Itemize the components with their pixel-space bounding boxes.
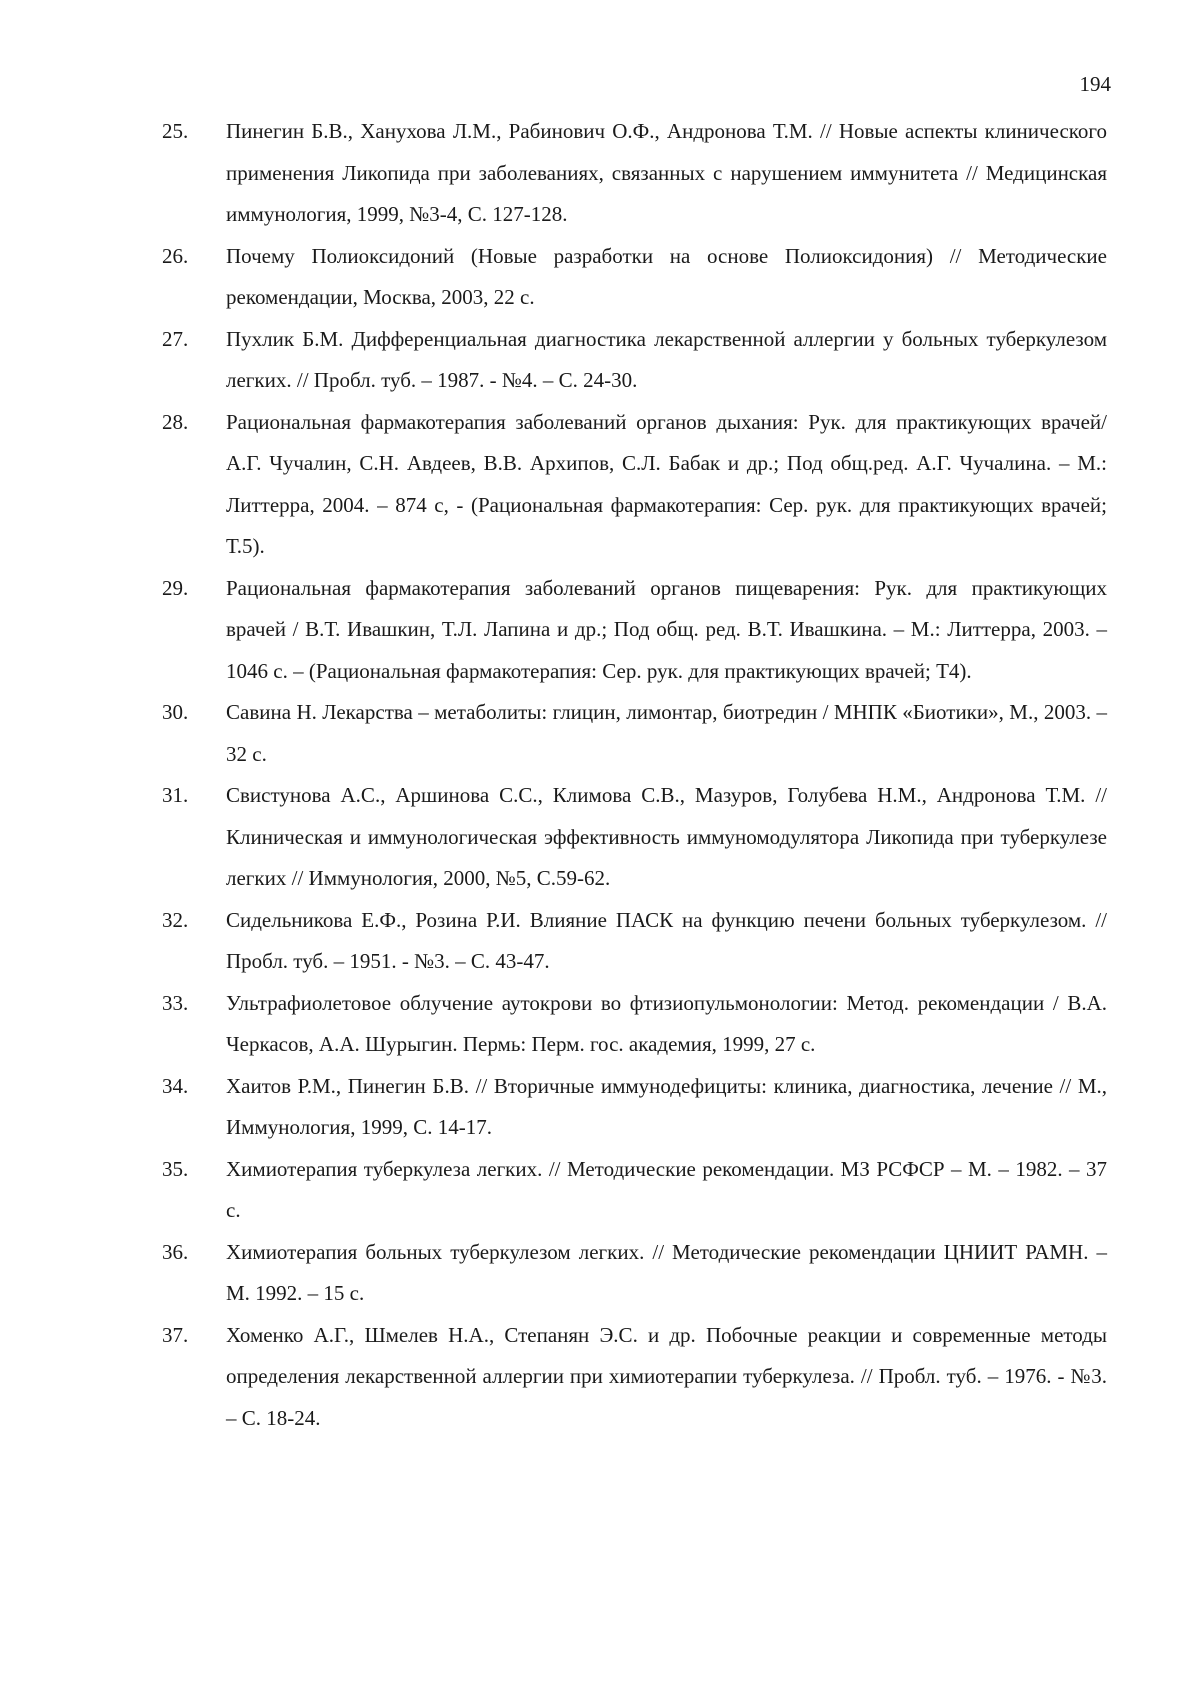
reference-item bbox=[0, 1315, 1191, 1440]
reference-item bbox=[0, 111, 1191, 236]
reference-text: Хоменко А.Г., Шмелев Н.А., Степанян Э.С. и др. Побочные реакции и современные методы определения лекарственной аллергии при химиотерапии туберкулеза. // Пробл. туб. – 1976. - №3. – С. 18-24. bbox=[226, 1322, 1107, 1430]
reference-text: Химиотерапия больных туберкулезом легких. // Методические рекомендации ЦНИИТ РАМН. – М. 1992. – 15 с. bbox=[226, 1239, 1107, 1305]
reference-text: Почему Полиоксидоний (Новые разработки на основе Полиоксидония) // Методические рекомендации, Москва, 2003, 22 с. bbox=[226, 243, 1107, 309]
reference-text: Ультрафиолетовое облучение аутокрови во фтизиопульмонологии: Метод. рекомендации / В.А. Черкасов, А.А. Шурыгин. Пермь: Перм. гос. академия, 1999, 27 с. bbox=[226, 990, 1107, 1056]
reference-number: 37. bbox=[162, 1322, 189, 1347]
reference-number: 30. bbox=[162, 700, 189, 724]
reference-item bbox=[0, 568, 1191, 693]
reference-text: Рациональная фармакотерапия заболеваний органов пищеварения: Рук. для практикующих врачей / В.Т. Ивашкин, Т.Л. Лапина и др.; Под общ. ред. В.Т. Ивашкина. – М.: Литтерра, 2003. – 1046 с. – (Рациональная фармакотерапия: Сер. рук. для практикующих врачей; Т4). bbox=[226, 575, 1107, 683]
reference-item bbox=[0, 236, 1191, 319]
reference-number: 33. bbox=[162, 990, 189, 1015]
reference-number: 34. bbox=[162, 1073, 189, 1098]
reference-item bbox=[0, 1232, 1191, 1315]
page-number: 194 bbox=[1079, 72, 1111, 96]
reference-text: Савина Н. Лекарства – метаболиты: глицин, лимонтар, биотредин / МНПК «Биотики», М., 2003. – 32 с. bbox=[226, 700, 1107, 766]
reference-number: 27. bbox=[162, 326, 189, 351]
reference-item bbox=[0, 775, 1191, 900]
reference-number: 26. bbox=[162, 243, 189, 268]
reference-text: Свистунова А.С., Аршинова С.С., Климова С.В., Мазуров, Голубева Н.М., Андронова Т.М. // Клиническая и иммунологическая эффективность иммуномодулятора Ликопида при туберкулезе легких // Иммунология, 2000, №5, С.59-62. bbox=[226, 783, 1107, 890]
reference-number: 29. bbox=[162, 575, 189, 600]
reference-text: Хаитов Р.М., Пинегин Б.В. // Вторичные иммунодефициты: клиника, диагностика, лечение // М., Иммунология, 1999, С. 14-17. bbox=[226, 1073, 1107, 1139]
reference-item bbox=[0, 1149, 1191, 1232]
reference-item bbox=[0, 319, 1191, 402]
reference-text: Пинегин Б.В., Ханухова Л.М., Рабинович О.Ф., Андронова Т.М. // Новые аспекты клинического применения Ликопида при заболеваниях, связанных с нарушением иммунитета // Медицинская иммунология, 1999, №3-4, С. 127-128. bbox=[226, 119, 1107, 226]
reference-text: Сидельникова Е.Ф., Розина Р.И. Влияние ПАСК на функцию печени больных туберкулезом. // Пробл. туб. – 1951. - №3. – С. 43-47. bbox=[226, 907, 1107, 973]
reference-item bbox=[0, 692, 1191, 775]
reference-number: 36. bbox=[162, 1239, 189, 1264]
reference-item bbox=[0, 900, 1191, 983]
reference-list bbox=[0, 111, 1191, 1439]
reference-text: Рациональная фармакотерапия заболеваний органов дыхания: Рук. для практикующих врачей/ А.Г. Чучалин, С.Н. Авдеев, В.В. Архипов, С.Л. Бабак и др.; Под общ.ред. А.Г. Чучалина. – М.: Литтерра, 2004. – 874 с, - (Рациональная фармакотерапия: Сер. рук. для практикующих врачей; Т.5). bbox=[226, 409, 1107, 558]
reference-item bbox=[0, 1066, 1191, 1149]
reference-item bbox=[0, 983, 1191, 1066]
reference-number: 35. bbox=[162, 1156, 189, 1181]
reference-text: Пухлик Б.М. Дифференциальная диагностика лекарственной аллергии у больных туберкулезом легких. // Пробл. туб. – 1987. - №4. – С. 24-30. bbox=[226, 326, 1107, 392]
reference-text: Химиотерапия туберкулеза легких. // Методические рекомендации. МЗ РСФСР – М. – 1982. – 37 с. bbox=[226, 1156, 1107, 1222]
reference-number: 28. bbox=[162, 409, 189, 434]
reference-number: 25. bbox=[162, 119, 189, 143]
reference-item bbox=[0, 402, 1191, 568]
reference-number: 32. bbox=[162, 907, 189, 932]
reference-number: 31. bbox=[162, 783, 189, 807]
